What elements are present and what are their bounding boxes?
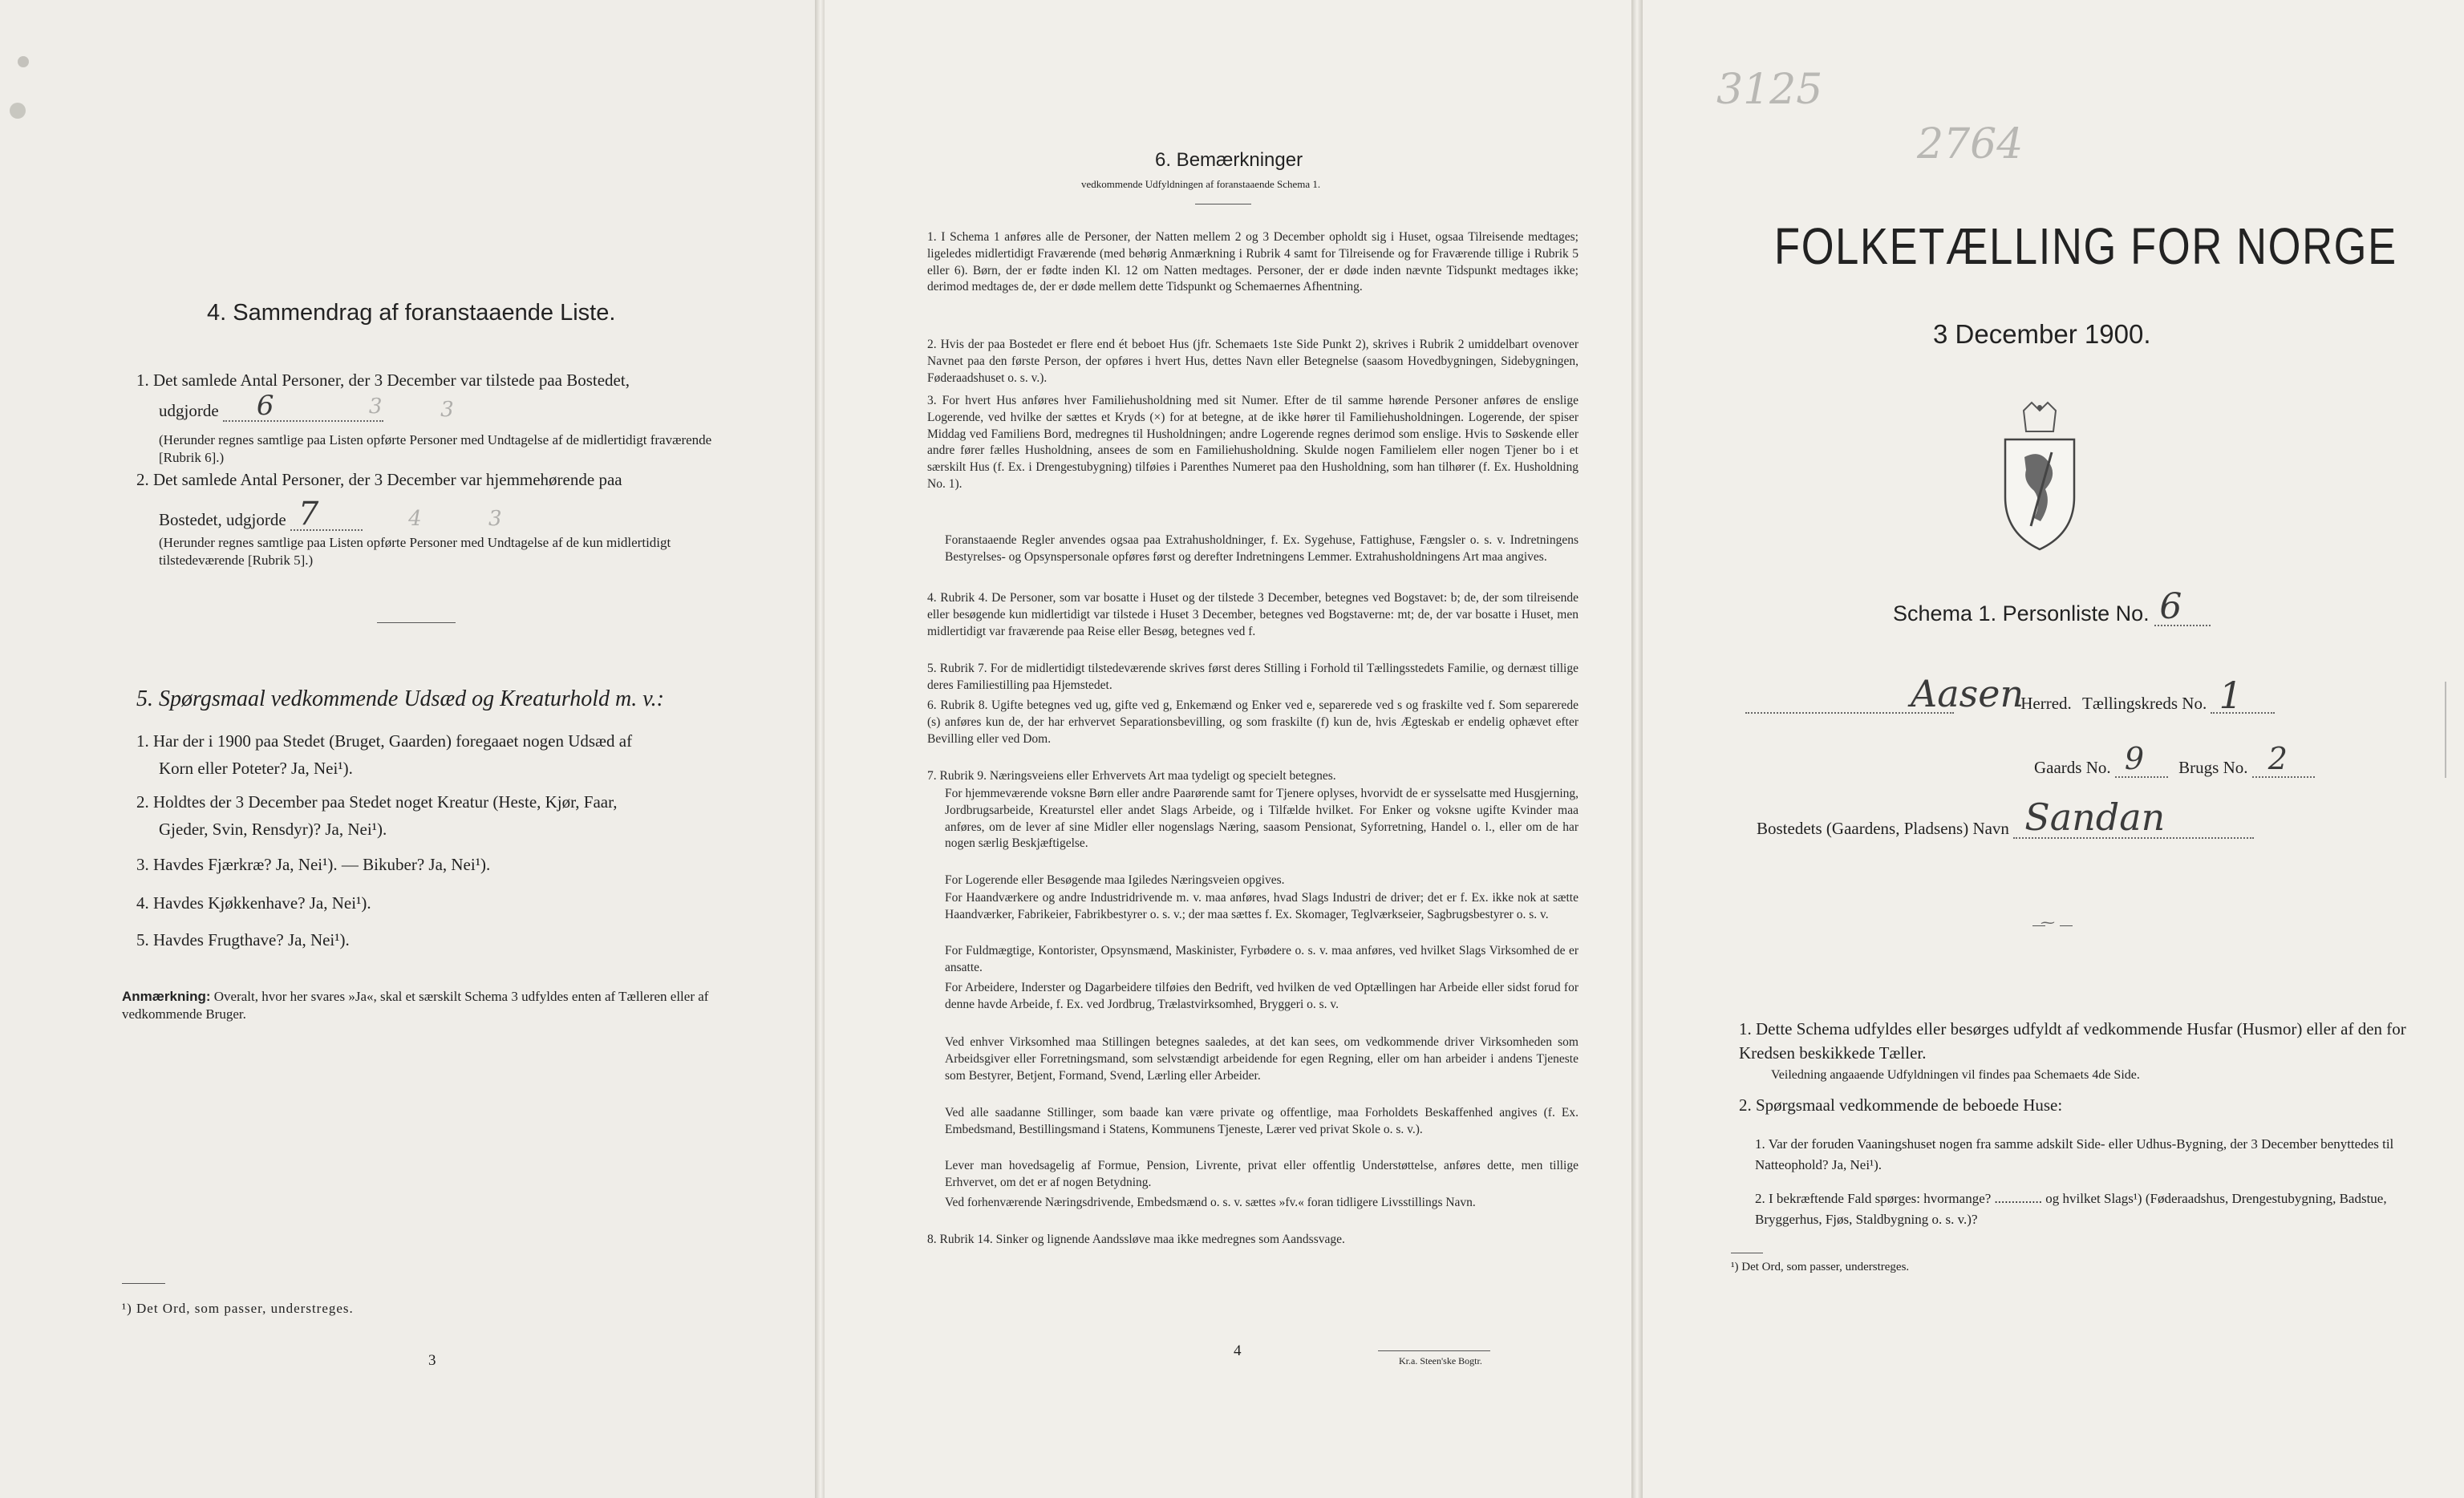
divider-1 (377, 622, 456, 623)
form-date: 3 December 1900. (1933, 319, 2151, 349)
right-edge-tick (2445, 682, 2446, 778)
remark-7d: For Fuldmægtige, Kontorister, Opsynsmænd, Maskinister, Fyrbødere o. s. v. maa anføres, ved hvilket Slags Virksomhed de er ansatte. (945, 944, 1578, 974)
gaards-field (2115, 741, 2168, 778)
remark-7e: For Arbeidere, Inderster og Dagarbeidere tilføies den Bedrift, ved hvilken de ved Optællingen har Arbeide eller sidst forud for denne havde Arbeide, f. Ex. ved Jordbrug, Trælastvirksomhed, Bryggeri o. s. v. (945, 981, 1578, 1011)
page-number-4: 4 (1234, 1342, 1242, 1359)
brugs-label: Brugs No. (2178, 758, 2248, 777)
herred-field (1745, 672, 2024, 715)
s5-q1a: 1. Har der i 1900 paa Stedet (Bruget, Gaarden) foregaaet nogen Udsæd af (136, 731, 633, 751)
section-5-heading: 5. Spørgsmaal vedkommende Udsæd og Kreaturhold m. v.: (136, 686, 664, 711)
annotation-note (122, 988, 756, 1023)
q1-line: 1. Det samlede Antal Personer, der 3 December var tilstede paa Bostedet, (136, 370, 630, 390)
herred-line (1745, 672, 2275, 717)
printer-imprint: Kr.a. Steen'ske Bogtr. (1399, 1355, 1482, 1366)
remark-2: 2. Hvis der paa Bostedet er flere end ét beboet Hus (jfr. Schemaets 1ste Side Punkt 2), skrives i Rubrik 2 umiddelbart ovenover Navnet paa den første Person, der opføres i hvert Hus, dettes Navn eller Betegnelse (saasom Hovedbygningen, Sidebygningen, Føderaadshuset o. s. v.). (927, 338, 1578, 385)
krets-value: 1 (2219, 674, 2243, 717)
printer-rule (1378, 1350, 1490, 1351)
footnote-rule (122, 1283, 165, 1284)
bosted-value: Sandan (2024, 796, 2166, 839)
s5-q5: 5. Havdes Frugthave? Ja, Nei¹). (136, 930, 350, 949)
q2-udgjorde (159, 496, 502, 532)
remark-3b: Foranstaaende Regler anvendes ogsaa paa Extrahusholdninger, f. Ex. Sygehuse, Fattighuse, Fængsler o. s. v. Indretningens Bestyrelses- og Opsynspersonale opføres først og derefter Indretningens Lemmer. Extrahusholdningens Art maa angives. (945, 533, 1578, 564)
schema-line (1893, 586, 2211, 627)
s5-q1b: Korn eller Poteter? Ja, Nei¹). (159, 759, 353, 778)
remark-7: 7. Rubrik 9. Næringsveiens eller Erhvervets Art maa tydeligt og specielt betegnes. (927, 769, 1336, 783)
footnote: ¹) Det Ord, som passer, understreges. (122, 1301, 354, 1316)
instruction-2-q2: 2. I bekræftende Fald spørges: hvormange? .............. og hvilket Slags¹) (Føderaadshus, Drengestubygning, Badstue, Bryggerhus, Fjøs, Staldbygning o. s. v.)? (1755, 1191, 2387, 1227)
q2-faint-b: 3 (488, 507, 502, 531)
q1-note: (Herunder regnes samtlige paa Listen opførte Personer med Undtagelse af de midlertidigt fraværende [Rubrik 6].) (159, 432, 712, 465)
q2-bostedet-label: Bostedet, udgjorde (159, 510, 286, 529)
page-4 (825, 0, 1635, 1498)
q1-udgjorde (159, 390, 454, 422)
q1-udgjorde-label: udgjorde (159, 401, 219, 420)
cover-divider-b (2060, 925, 2073, 926)
q1-answer: 6 (256, 390, 274, 422)
schema-number-field (2154, 586, 2211, 627)
s5-q4: 4. Havdes Kjøkkenhave? Ja, Nei¹). (136, 893, 371, 913)
gaards-line (2034, 741, 2315, 778)
remark-8: 8. Rubrik 14. Sinker og lignende Aandssløve maa ikke medregnes som Aandssvage. (927, 1233, 1345, 1246)
norway-coat-of-arms (1996, 401, 2084, 553)
instruction-2: 2. Spørgsmaal vedkommende de beboede Huse: (1739, 1095, 2063, 1115)
q2-answer: 7 (298, 496, 319, 532)
remarks-subheading: vedkommende Udfyldningen af foranstaaende Schema 1. (1081, 178, 1321, 190)
remark-7b: For Logerende eller Besøgende maa Igiledes Næringsveien opgives. (945, 873, 1285, 887)
remark-7g: Ved alle saadanne Stillinger, som baade kan være private og offentlige, maa Forholdets Beskaffenhed angives (f. Ex. Embedsmand, Bestillingsmand i Statens, Kommunens Tjeneste, Lærer ved privat Skole o. s. v.). (945, 1106, 1578, 1136)
s5-q3: 3. Havdes Fjærkræ? Ja, Nei¹). — Bikuber? Ja, Nei¹). (136, 855, 491, 874)
brugs-value: 2 (2267, 741, 2288, 776)
pencil-note-b: 2764 (1917, 120, 2024, 168)
herred-value: Aasen (1911, 672, 2024, 715)
bosted-label: Bostedets (Gaardens, Pladsens) Navn (1757, 819, 2009, 838)
remarks-heading: 6. Bemærkninger (1155, 149, 1303, 171)
pencil-note-a: 3125 (1716, 66, 1823, 114)
annotation-label: Anmærkning: (122, 989, 211, 1004)
q2-line: 2. Det samlede Antal Personer, der 3 December var hjemmehørende paa (136, 470, 622, 489)
q1-faint-b: 3 (440, 398, 454, 422)
krets-label: Tællingskreds No. (2082, 694, 2207, 713)
remark-4: 4. Rubrik 4. De Personer, som var bosatte i Huset og der tilstede 3 December, betegnes ved Bogstavet: b; de, der som tilreisende eller besøgende kun midlertidigt var tilstede i Huset 3 December, betegnes ved Bogstaverne: mt; de, der var bosatte i Huset, men midlertidigt var fraværende paa Reise eller Besøg, betegnes ved f. (927, 591, 1578, 638)
remark-7c: For Haandværkere og andre Industridrivende m. v. maa anføres, hvad Slags Industri de driver; det er f. Ex. ikke nok at sætte Haandværker, Fabrikeier, Fabrikbestyrer o. s. v.; der maa sættes f. Ex. Skomager, Teglværkseier, Sagbrugsbestyrer o. s. v. (945, 891, 1578, 921)
remark-6: 6. Rubrik 8. Ugifte betegnes ved ug, gifte ved g, Enkemænd og Enker ved e, separerede ved s og fraskilte ved f. Som separerede (s) anføres kun de, der har erhvervet Separationsbevilling, og som fraskilte (f) kun de, hvis Ægteskab er endelig ophævet efter Bevilling eller ved Dom. (927, 698, 1578, 746)
herred-label: Herred. (2020, 694, 2072, 713)
remark-3: 3. For hvert Hus anføres hver Familiehusholdning med sit Numer. Efter de til samme hørende Personer anføres de enslige Logerende, ved hvilke der sættes et Kryds (×) for at betegne, at de ikke hører til Familiehusholdningen. Logerende, der spiser Middag ved Familiens Bord, medregnes til Husholdningen; andre Logerende regnes derimod som enslige. Hvis to Søskende eller andre fører fælles Husholdning, ansees de som en Familiehusholdning. Skulde nogen Familielem eller nogen Tjener bo i et særskilt Hus (f. Ex. i Drengestubygning) tilføies i Parenthes Numeret paa den Husholdning, som han tilhører (f. Ex. Husholdning No. 1). (927, 394, 1578, 491)
schema-label: Schema 1. Personliste No. (1893, 601, 2150, 626)
krets-field (2211, 674, 2275, 717)
gaards-label: Gaards No. (2034, 758, 2111, 777)
annotation-text: Overalt, hvor her svares »Ja«, skal et særskilt Schema 3 udfyldes enten af Tælleren eller af vedkommende Bruger. (122, 989, 709, 1022)
page-1-cover (1643, 0, 2464, 1498)
bosted-field (2013, 796, 2254, 839)
q1-answer-field (223, 390, 383, 422)
q1-faint-a: 3 (368, 395, 383, 419)
brugs-field (2252, 741, 2315, 778)
remark-1: 1. I Schema 1 anføres alle de Personer, der Natten mellem 2 og 3 December opholdt sig i Huset, ogsaa Tilreisende medtages; ligeledes midlertidigt Fraværende (med behørig Anmærkning i Rubrik 4 samt for Tilreisende og for Fraværende tillige i Rubrik 5 eller 6). Børn, der er fødte inden Kl. 12 om Natten medtages. Personer, der er døde inden nævnte Tidspunkt medtages ikke; derimod medtages de, der er døde mellem dette Tidspunkt og Schemaernes Afhentning. (927, 230, 1578, 294)
q2-faint-a: 4 (408, 507, 422, 531)
remark-7i: Ved forhenværende Næringsdrivende, Embedsmænd o. s. v. sættes »fv.« foran tidligere Livsstillings Navn. (945, 1196, 1476, 1209)
s5-q2a: 2. Holdtes der 3 December paa Stedet noget Kreatur (Heste, Kjør, Faar, (136, 792, 618, 812)
instruction-1-note: Veiledning angaaende Udfyldningen vil findes paa Schemaets 4de Side. (1771, 1068, 2140, 1082)
cover-footnote: ¹) Det Ord, som passer, understreges. (1731, 1261, 1910, 1273)
gaards-value: 9 (2124, 741, 2145, 776)
remark-5: 5. Rubrik 7. For de midlertidigt tilstedeværende skrives først deres Stilling i Forhold til Tællingsstedets Familie, og dernæst tillige deres Familiestilling paa Hjemstedet. (927, 662, 1578, 692)
s5-q2b: Gjeder, Svin, Rensdyr)? Ja, Nei¹). (159, 820, 387, 839)
remark-7h: Lever man hovedsagelig af Formue, Pension, Livrente, privat eller offentlig Understøttelse, anføres dette, men tillige Erhvervet, om det er af nogen Betydning. (945, 1159, 1578, 1189)
punch-hole-1 (18, 56, 29, 67)
remark-7a: For hjemmeværende voksne Børn eller andre Paarørende samt for Tjenere oplyses, hvorvidt de er sysselsatte med Husgjerning, Jordbrugsarbeide, Kreaturstel eller andet Slags Arbeide, og i Tilfælde hvilket. For Enker og voksne ugifte Kvinder maa anføres, om de lever af sine Midler eller nogenslags Næring, saasom Pensionat, Syforretning, Handel o. l., eller om de har nogen særlig Beskjæftigelse. (945, 787, 1578, 851)
schema-number: 6 (2159, 586, 2182, 627)
cover-ornament: ⁓ (2040, 914, 2055, 930)
page-3 (0, 0, 817, 1498)
punch-hole-2 (10, 103, 26, 119)
bosted-line (1757, 796, 2254, 839)
q2-answer-field (290, 496, 363, 532)
instruction-1: 1. Dette Schema udfyldes eller besørges udfyldt af vedkommende Husfar (Husmor) eller af den for Kredsen beskikkede Tæller. (1739, 1019, 2406, 1063)
remark-7f: Ved enhver Virksomhed maa Stillingen betegnes saaledes, at det kan sees, om vedkommende driver Virksomheden som Arbeidsgiver eller Forretningsmand, som selvstændigt arbeidende for egen Regning, eller om han arbeider i andens Tjeneste som Bestyrer, Betjent, Formand, Svend, Lærling eller Arbeider. (945, 1035, 1578, 1083)
section-4-heading: 4. Sammendrag af foranstaaende Liste. (207, 300, 616, 326)
form-title: FOLKETÆLLING FOR NORGE (1774, 217, 2397, 275)
instruction-2-q1: 1. Var der foruden Vaaningshuset nogen fra samme adskilt Side- eller Udhus-Bygning, der 3 December benyttedes til Natteophold? Ja, Nei¹). (1755, 1136, 2394, 1172)
fold-right (1631, 0, 1643, 1498)
page-number-3: 3 (428, 1352, 436, 1369)
q2-note: (Herunder regnes samtlige paa Listen opførte Personer med Undtagelse af de kun midlertidigt tilstedeværende [Rubrik 5].) (159, 535, 671, 568)
